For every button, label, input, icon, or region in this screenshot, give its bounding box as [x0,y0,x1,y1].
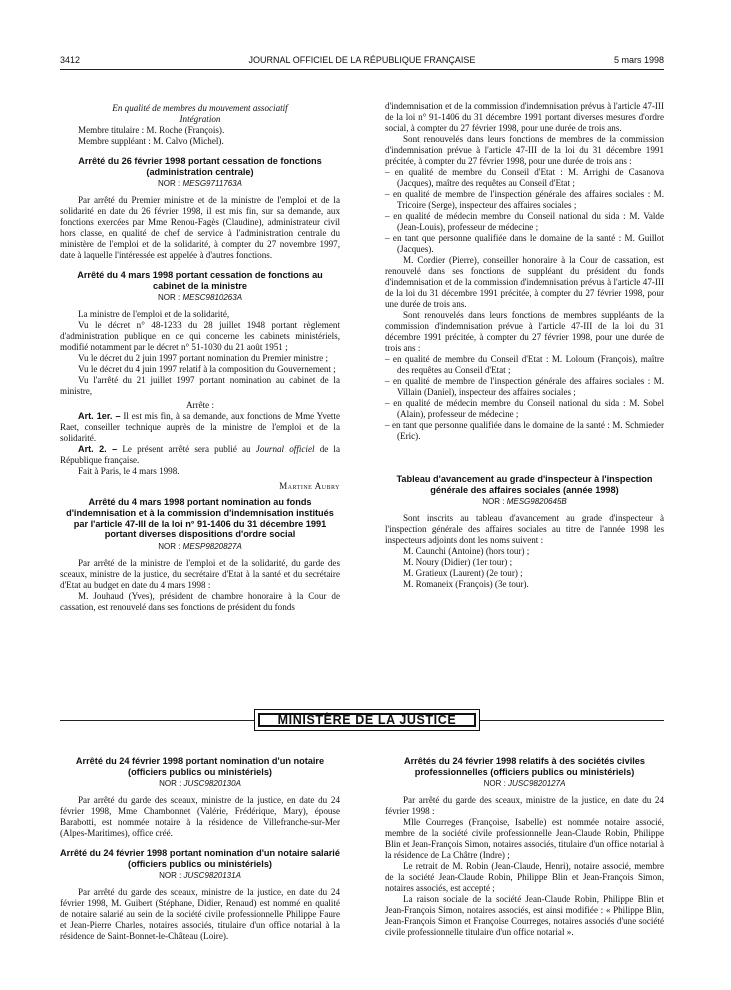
issue-date: 5 mars 1998 [613,55,664,65]
article-title: Arrêté du 26 février 1998 portant cessation de fonctions (administration centrale) [78,156,322,177]
left-column-top [60,103,340,613]
article-paragraph: Par arrêté de la ministre de l'emploi et de la solidarité, du garde des sceaux, ministre de la justice, du secrétaire d'Etat à la santé et du secrétaire d'Etat au budget en date du 4 mars 1998 : [60,557,340,590]
member-suppleant: Membre suppléant : M. Calvo (Michel). [78,136,224,146]
article-paragraph: M. Jouhaud (Yves), président de chambre honoraire à la Cour de cassation, est renouvelé dans ses fonctions de président du fonds [60,590,340,612]
list-item: – en qualité de médecin membre du Conseil national du sida : M. Valde (Jean-Louis), professeur de médecine ; [385,211,664,232]
list-item: – en tant que personne qualifiée dans le domaine de la santé : M. Schmieder (Eric). [385,420,664,441]
article-paragraph: La ministre de l'emploi et de la solidarité, [78,309,230,320]
page-header [60,55,664,69]
page-number: 3412 [60,55,81,65]
article-paragraph: Sont renouvelés dans leurs fonctions de membres de la commission d'indemnisation prévue à l'article 47-III de la loi du 31 décembre 1991 précitée, à compter du 27 février 1998, pour une durée de trois ans : [385,134,664,166]
article-paragraph: Vu le décret n° 48-1233 du 28 juillet 1948 portant règlement d'administration publique en ce qui concerne les cabinets ministériels, modifié notamment par le décret n° 51-1030 du 21 août 1951 ; [60,320,340,353]
left-column-bottom [60,756,340,942]
article-2: Art. 2. – Le présent arrêté sera publié au Journal officiel de la République française. [60,444,340,466]
list-item: – en qualité de membre du Conseil d'Etat : M. Arrighi de Casanova (Jacques), maître des requêtes au Conseil d'Etat ; [385,167,664,188]
signature: Martine Aubry [279,481,340,492]
quality-heading: En qualité de membres du mouvement associatif [112,103,288,113]
arrete-label: Arrête : [185,400,215,411]
article-title: Tableau d'avancement au grade d'inspecteur à l'inspection générale des affaires sociales (année 1998) [396,474,653,495]
nor-reference: NOR : JUSC9820127A [483,779,566,789]
article-1: Art. 1er. – Il est mis fin, à sa demande, aux fonctions de Mme Yvette Raet, conseiller technique auprès de la ministre de l'emploi et de la solidarité. [60,411,340,444]
article-title: Arrêtés du 24 février 1998 relatifs à des sociétés civiles professionnelles (officiers publics ou ministériels) [403,756,646,777]
banner-rule-right [480,720,664,721]
nor-reference: NOR : MESG9820645B [482,497,567,507]
nor-reference: NOR : MESG9711763A [158,179,242,189]
header-rule [60,69,664,70]
nor-reference: NOR : JUSC9820131A [159,871,241,881]
member-titulaire: Membre titulaire : M. Roche (François). [78,125,225,135]
ministry-title: MINISTÈRE DE LA JUSTICE [277,713,457,727]
article-paragraph: La raison sociale de la société Jean-Claude Robin, Philippe Blin et Jean-François Simon, notaires associés, est ainsi modifiée : « Philippe Blin, Jean-François Simon et Françoise Courreges, notaires associés d'une société civile professionnelle titulaire d'un office notarial ». [385,894,664,938]
article-title: Arrêté du 4 mars 1998 portant nomination au fonds d'indemnisation et à la commission d'indemnisation institués par l'article 47-III de la loi n° 91-1406 du 31 décembre 1991 portant diverses dispositions d'ordre social [66,497,334,540]
article-paragraph: Vu le décret du 4 juin 1997 relatif à la composition du Gouvernement ; [78,364,336,375]
nor-reference: NOR : MESP9820827A [158,541,242,551]
article-paragraph: Vu l'arrêté du 21 juillet 1997 portant nomination au cabinet de la ministre, [60,375,340,397]
article-paragraph: Sont inscrits au tableau d'avancement au grade d'inspecteur à l'inspection générale des affaires sociales au titre de l'année 1998 les inspecteurs adjoints dont les noms suivent : [385,513,664,546]
list-item: – en tant que personne qualifiée dans le domaine de la santé : M. Guillot (Jacques). [385,233,664,254]
article-paragraph: Mlle Courreges (Françoise, Isabelle) est nommée notaire associé, membre de la société civile professionnelle Jean-Claude Robin, Philippe Blin et Jean-François Simon, notaires associés, titulaire d'un office notarial à la résidence de La Châtre (Indre) ; [385,817,664,861]
quality-subheading: Intégration [179,114,221,124]
article-title: Arrêté du 24 février 1998 portant nomination d'un notaire (officiers publics ou ministériels) [75,756,325,777]
article-body: Par arrêté du Premier ministre et de la ministre de l'emploi et de la solidarité en date du 26 février 1998, il est mis fin, sur sa demande, aux fonctions exercées par Mme Renou-Fagès (Claudine), administrateur civil hors classe, en qualité de chef de service à l'administration centrale du ministère de l'emploi et de la solidarité, à compter du 27 novembre 1997, date à laquelle l'intéressée est appelée à d'autres fonctions. [60,195,340,261]
article-paragraph: Par arrêté du garde des sceaux, ministre de la justice, en date du 24 février 1998 : [385,795,664,817]
list-item: M. Caunchi (Antoine) (hors tour) ; [403,546,530,557]
list-item: M. Gratieux (Laurent) (2e tour) ; [403,568,523,579]
fait-a-paris: Fait à Paris, le 4 mars 1998. [78,466,180,477]
right-column-bottom [385,756,664,938]
ministry-banner [254,709,480,731]
nor-reference: NOR : JUSC9820130A [159,779,241,789]
article-paragraph: Le retrait de M. Robin (Jean-Claude, Henri), notaire associé, membre de la société Jean-Claude Robin, Philippe Blin et Jean-François Simon, notaires associés, est accepté ; [385,861,664,894]
nor-reference: NOR : MESC9810263A [157,293,243,303]
article-title: Arrêté du 24 février 1998 portant nomination d'un notaire salarié (officiers publics ou ministériels) [60,848,340,869]
article-body: Par arrêté du garde des sceaux, ministre de la justice, en date du 24 février 1998, Mme Chambonnet (Valérie, Frédérique, Mary), épouse Barabotti, est nommée notaire à la résidence de Villefranche-sur-Mer (Alpes-Maritimes), office créé. [60,795,340,839]
list-item: M. Noury (Didier) (1er tour) ; [403,557,513,568]
article-paragraph: Sont renouvelés dans leurs fonctions de membres suppléants de la commission d'indemnisation prévue à l'article 47-III de la loi du 31 décembre 1991 précitée, à compter du 27 février 1998, pour une durée de trois ans : [385,310,664,353]
article-body: Par arrêté du garde des sceaux, ministre de la justice, en date du 24 février 1998, M. Guibert (Stéphane, Didier, Renaud) est nommé en qualité de notaire salarié au sein de la société civile professionnelle Philippe Faure et Jean-Pierre Charles, notaires associés, titulaire d'un office notarial à la résidence de Saint-Bonnet-le-Château (Loire). [60,887,340,942]
list-item: – en qualité de médecin membre du Conseil national du sida : M. Sobel (Alain), professeur de médecine ; [385,398,664,419]
list-item: – en qualité de membre de l'inspection générale des affaires sociales : M. Villain (Daniel), inspecteur des affaires sociales ; [385,376,664,397]
article-paragraph: M. Cordier (Pierre), conseiller honoraire à la Cour de cassation, est renouvelé dans ses fonctions de suppléant du président du fonds d'indemnisation et de la commission d'indemnisation prévus à l'article 47-III de la loi du 31 décembre 1991 précitée, à compter du 27 février 1998, pour une durée de trois ans. [385,255,664,309]
journal-title: JOURNAL OFFICIEL DE LA RÉPUBLIQUE FRANÇAISE [248,55,476,65]
article-paragraph: d'indemnisation et de la commission d'indemnisation prévus à l'article 47-III de la loi n° 91-1406 du 31 décembre 1991 portant diverses mesures d'ordre social, à compter du 27 février 1998, pour une durée de trois ans. [385,101,664,133]
article-paragraph: Vu le décret du 2 juin 1997 portant nomination du Premier ministre ; [78,353,328,364]
article-title: Arrêté du 4 mars 1998 portant cessation de fonctions au cabinet de la ministre [77,270,323,291]
list-item: – en qualité de membre du Conseil d'Etat : M. Loloum (François), maître des requêtes au Conseil d'Etat ; [385,354,664,375]
right-column-top [385,101,664,590]
list-item: – en qualité de membre de l'inspection générale des affaires sociales : M. Tricoire (Serge), inspecteur des affaires sociales ; [385,189,664,210]
banner-rule-left [60,720,254,721]
list-item: M. Romaneix (François) (3e tour). [403,579,529,590]
